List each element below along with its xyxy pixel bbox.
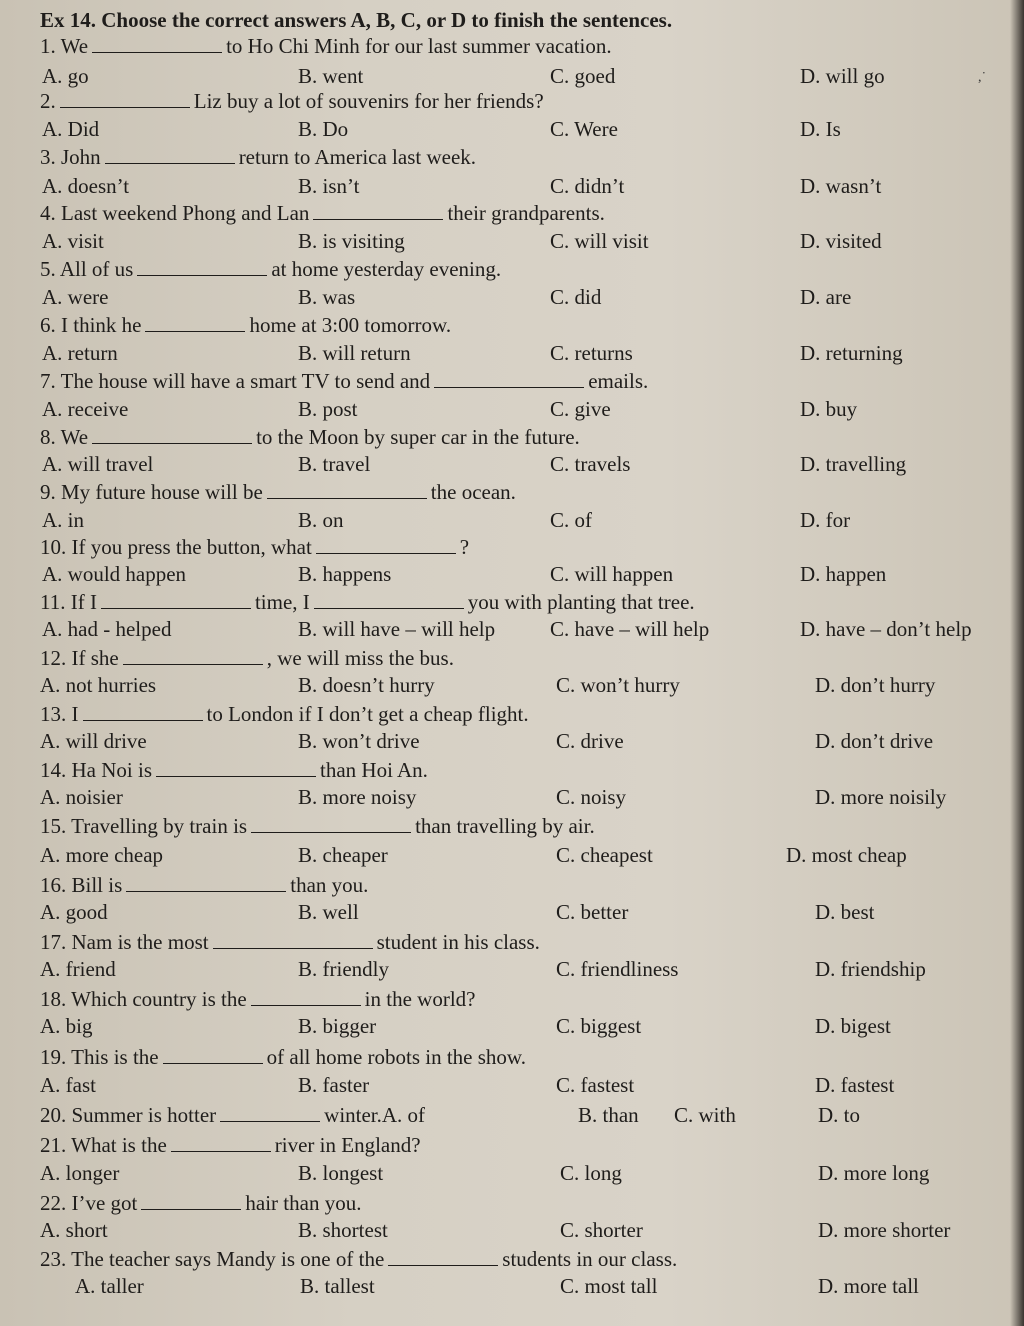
option-b[interactable]: B. tallest	[300, 1274, 375, 1298]
question-2	[40, 89, 544, 113]
option-b[interactable]: B. well	[298, 900, 359, 924]
question-text: 1. We	[40, 34, 89, 58]
option-d[interactable]: D. Is	[800, 117, 841, 141]
option-b[interactable]: B. will return	[298, 341, 411, 365]
option-c[interactable]: C. won’t hurry	[556, 673, 680, 697]
answer-blank[interactable]	[105, 147, 235, 164]
option-d[interactable]: D. have – don’t help	[800, 617, 972, 641]
question-text-end: Liz buy a lot of souvenirs for her friends?	[193, 89, 544, 113]
option-a[interactable]: A. would happen	[42, 562, 187, 586]
pen-mark: ,˙	[978, 70, 987, 85]
question-10	[40, 535, 469, 559]
option-c[interactable]: C. noisy	[556, 785, 627, 809]
answer-blank[interactable]	[123, 648, 263, 665]
option-d[interactable]: D. bigest	[815, 1014, 891, 1038]
option-a[interactable]: A. short	[40, 1218, 108, 1242]
option-b[interactable]: B. shortest	[298, 1218, 388, 1242]
option-a[interactable]: A. return	[42, 341, 118, 365]
option-d[interactable]: D. wasn’t	[800, 174, 882, 198]
question-text: 22. I’ve got	[40, 1191, 138, 1215]
option-b[interactable]: B. won’t drive	[298, 729, 420, 753]
option-c[interactable]: C. returns	[550, 341, 633, 365]
question-text-end: than Hoi An.	[320, 758, 428, 782]
option-c[interactable]: C. travels	[550, 452, 631, 476]
question-text-end: their grandparents.	[447, 201, 605, 225]
option-d[interactable]: D. friendship	[815, 957, 926, 981]
question-15	[40, 814, 595, 838]
question-text-end: return to America last week.	[238, 145, 477, 169]
answer-blank[interactable]	[388, 1249, 498, 1266]
question-22	[40, 1191, 361, 1215]
question-9	[40, 480, 516, 504]
answer-blank[interactable]	[92, 427, 252, 444]
option-3[interactable]: C. with	[674, 1103, 736, 1127]
answer-blank[interactable]	[314, 592, 464, 609]
answer-blank[interactable]	[434, 371, 584, 388]
question-11	[40, 590, 695, 614]
question-text: 2.	[40, 89, 56, 113]
option-d[interactable]: D. more shorter	[818, 1218, 951, 1242]
option-c[interactable]: C. give	[550, 397, 611, 421]
option-d[interactable]: D. don’t drive	[815, 729, 934, 753]
question-text-end: river in England?	[274, 1133, 421, 1157]
option-a[interactable]: A. not hurries	[40, 673, 157, 697]
option-d[interactable]: D. for	[800, 508, 851, 532]
question-3	[40, 145, 476, 169]
answer-blank[interactable]	[171, 1135, 271, 1152]
option-a[interactable]: A. will drive	[40, 729, 147, 753]
question-12	[40, 646, 454, 670]
answer-blank[interactable]	[220, 1105, 320, 1122]
page-edge-shadow	[1010, 0, 1024, 1326]
question-text: 15. Travelling by train is	[40, 814, 248, 838]
question-21	[40, 1133, 421, 1157]
option-b[interactable]: B. friendly	[298, 957, 389, 981]
option-c[interactable]: C. better	[556, 900, 629, 924]
question-text: 14. Ha Noi is	[40, 758, 152, 782]
answer-blank[interactable]	[92, 36, 222, 53]
question-text: 13. I	[40, 702, 79, 726]
answer-blank[interactable]	[313, 203, 443, 220]
option-a[interactable]: A. noisier	[40, 785, 123, 809]
question-text-end: emails.	[588, 369, 649, 393]
question-6	[40, 313, 451, 337]
question-text-middle: time, I	[254, 590, 310, 614]
option-a[interactable]: A. big	[40, 1014, 93, 1038]
answer-blank[interactable]	[316, 537, 456, 554]
answer-blank[interactable]	[101, 592, 251, 609]
option-d[interactable]: D. are	[800, 285, 852, 309]
question-text-end: hair than you.	[245, 1191, 362, 1215]
option-a[interactable]: A. go	[42, 64, 89, 88]
option-b[interactable]: B. will have – will help	[298, 617, 496, 641]
question-text: 3. John	[40, 145, 101, 169]
question-text-end: to London if I don’t get a cheap flight.	[206, 702, 529, 726]
question-5	[40, 257, 501, 281]
option-d[interactable]: D. visited	[800, 229, 882, 253]
option-c[interactable]: C. didn’t	[550, 174, 625, 198]
answer-blank[interactable]	[251, 816, 411, 833]
answer-blank[interactable]	[145, 315, 245, 332]
question-text-end: than you.	[290, 873, 369, 897]
option-b[interactable]: B. Do	[298, 117, 349, 141]
option-d[interactable]: D. more tall	[818, 1274, 919, 1298]
question-16	[40, 873, 368, 897]
option-a[interactable]: A. will travel	[42, 452, 154, 476]
option-b[interactable]: B. more noisy	[298, 785, 417, 809]
option-d[interactable]: D. travelling	[800, 452, 907, 476]
option-c[interactable]: C. long	[560, 1161, 622, 1185]
option-d[interactable]: D. most cheap	[786, 843, 907, 867]
question-text: 17. Nam is the most	[40, 930, 209, 954]
question-text: 21. What is the	[40, 1133, 167, 1157]
question-text: 16. Bill is	[40, 873, 123, 897]
question-14	[40, 758, 428, 782]
answer-blank[interactable]	[126, 875, 286, 892]
option-a[interactable]: A. visit	[42, 229, 104, 253]
option-a[interactable]: A. more cheap	[40, 843, 164, 867]
option-d[interactable]: D. best	[815, 900, 875, 924]
option-b[interactable]: B. post	[298, 397, 358, 421]
answer-blank[interactable]	[83, 704, 203, 721]
option-c[interactable]: C. friendliness	[556, 957, 679, 981]
question-text-end: to Ho Chi Minh for our last summer vacation.	[226, 34, 612, 58]
option-c[interactable]: C. shorter	[560, 1218, 643, 1242]
question-17	[40, 930, 540, 954]
exercise-title: Ex 14. Choose the correct answers A, B, C, or D to finish the sentences.	[40, 8, 673, 32]
question-text-end: than travelling by air.	[415, 814, 595, 838]
answer-blank[interactable]	[60, 91, 190, 108]
answer-blank[interactable]	[163, 1047, 263, 1064]
option-a[interactable]: A. in	[42, 508, 84, 532]
option-c[interactable]: C. have – will help	[550, 617, 710, 641]
question-text: 8. We	[40, 425, 89, 449]
option-a[interactable]: A. doesn’t	[42, 174, 130, 198]
question-text-end: student in his class.	[376, 930, 540, 954]
answer-blank[interactable]	[156, 760, 316, 777]
question-text: 10. If you press the button, what	[40, 535, 312, 559]
option-b[interactable]: B. is visiting	[298, 229, 405, 253]
option-b[interactable]: B. happens	[298, 562, 392, 586]
option-c[interactable]: C. goed	[550, 64, 616, 88]
question-text: 9. My future house will be	[40, 480, 263, 504]
question-text-end: students in our class.	[502, 1247, 678, 1271]
question-23	[40, 1247, 677, 1271]
question-13	[40, 702, 529, 726]
question-text-end: the ocean.	[430, 480, 516, 504]
option-c[interactable]: C. Were	[550, 117, 618, 141]
question-4	[40, 201, 605, 225]
option-d[interactable]: D. more noisily	[815, 785, 947, 809]
option-b[interactable]: B. was	[298, 285, 356, 309]
question-text: 7. The house will have a smart TV to send and	[40, 369, 431, 393]
question-text-end: winter.A. of	[324, 1103, 426, 1127]
question-7	[40, 369, 648, 393]
option-c[interactable]: C. drive	[556, 729, 624, 753]
question-text-end: , we will miss the bus.	[266, 646, 454, 670]
question-text: 12. If she	[40, 646, 119, 670]
option-d[interactable]: D. will go	[800, 64, 885, 88]
question-text: 6. I think he	[40, 313, 142, 337]
option-c[interactable]: C. of	[550, 508, 592, 532]
question-text-end: of all home robots in the show.	[266, 1045, 526, 1069]
answer-blank[interactable]	[251, 989, 361, 1006]
option-c[interactable]: C. most tall	[560, 1274, 658, 1298]
question-text: 4. Last weekend Phong and Lan	[40, 201, 310, 225]
option-c[interactable]: C. biggest	[556, 1014, 642, 1038]
answer-blank[interactable]	[137, 259, 267, 276]
option-d[interactable]: D. buy	[800, 397, 858, 421]
option-4[interactable]: D. to	[818, 1103, 860, 1127]
option-d[interactable]: D. returning	[800, 341, 903, 365]
question-text-end: ?	[459, 535, 470, 559]
option-c[interactable]: C. cheapest	[556, 843, 653, 867]
question-text-end: home at 3:00 tomorrow.	[249, 313, 452, 337]
option-2[interactable]: B. than	[578, 1103, 639, 1127]
option-a[interactable]: A. fast	[40, 1073, 96, 1097]
option-b[interactable]: B. went	[298, 64, 364, 88]
option-c[interactable]: C. will visit	[550, 229, 649, 253]
option-a[interactable]: A. longer	[40, 1161, 120, 1185]
option-a[interactable]: A. were	[42, 285, 109, 309]
option-b[interactable]: B. faster	[298, 1073, 370, 1097]
question-1	[40, 34, 612, 58]
question-text: 19. This is the	[40, 1045, 159, 1069]
option-d[interactable]: D. don’t hurry	[815, 673, 936, 697]
option-c[interactable]: C. fastest	[556, 1073, 635, 1097]
question-text-end: in the world?	[364, 987, 476, 1011]
option-a[interactable]: A. good	[40, 900, 108, 924]
question-text-end: to the Moon by super car in the future.	[256, 425, 580, 449]
question-20	[40, 1103, 425, 1127]
question-text: 18. Which country is the	[40, 987, 247, 1011]
option-d[interactable]: D. happen	[800, 562, 887, 586]
option-b[interactable]: B. doesn’t hurry	[298, 673, 435, 697]
option-b[interactable]: B. bigger	[298, 1014, 377, 1038]
question-text: 5. All of us	[40, 257, 134, 281]
question-text: 11. If I	[40, 590, 97, 614]
question-text-end: at home yesterday evening.	[271, 257, 502, 281]
question-text: 23. The teacher says Mandy is one of the	[40, 1247, 385, 1271]
option-c[interactable]: C. did	[550, 285, 602, 309]
answer-blank[interactable]	[267, 482, 427, 499]
option-a[interactable]: A. had - helped	[42, 617, 172, 641]
option-b[interactable]: B. cheaper	[298, 843, 388, 867]
question-8	[40, 425, 580, 449]
option-a[interactable]: A. taller	[75, 1274, 144, 1298]
question-19	[40, 1045, 526, 1069]
question-text: 20. Summer is hotter	[40, 1103, 217, 1127]
option-c[interactable]: C. will happen	[550, 562, 674, 586]
option-b[interactable]: B. isn’t	[298, 174, 360, 198]
option-a[interactable]: A. friend	[40, 957, 116, 981]
question-18	[40, 987, 475, 1011]
option-a[interactable]: A. Did	[42, 117, 100, 141]
option-d[interactable]: D. more long	[818, 1161, 930, 1185]
option-b[interactable]: B. travel	[298, 452, 371, 476]
question-text-end: you with planting that tree.	[467, 590, 695, 614]
option-d[interactable]: D. fastest	[815, 1073, 895, 1097]
option-b[interactable]: B. longest	[298, 1161, 384, 1185]
option-b[interactable]: B. on	[298, 508, 344, 532]
option-a[interactable]: A. receive	[42, 397, 129, 421]
answer-blank[interactable]	[213, 932, 373, 949]
answer-blank[interactable]	[141, 1193, 241, 1210]
